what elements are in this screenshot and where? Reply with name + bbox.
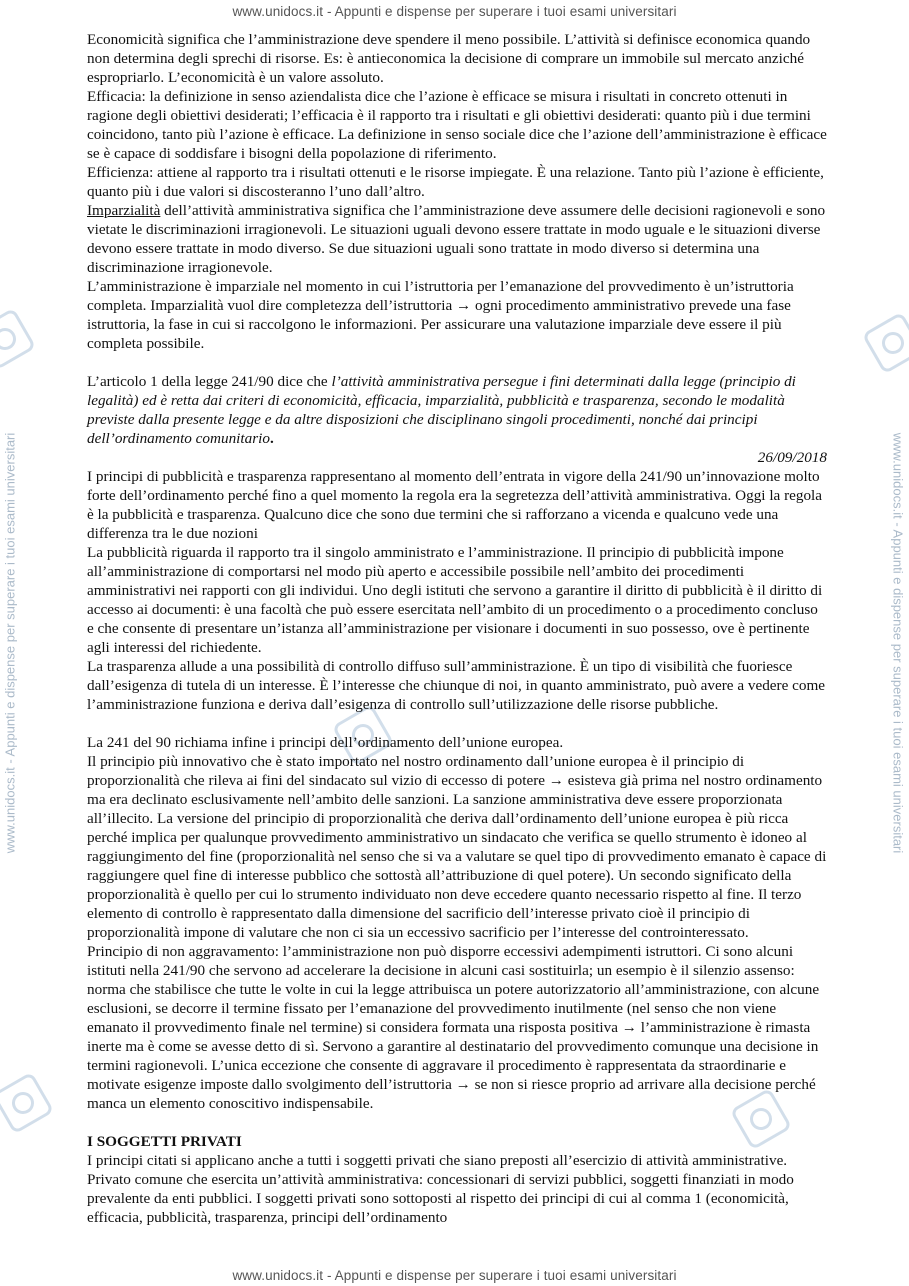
unidocs-logo-icon (0, 1072, 54, 1135)
imparzialita-text: dell’attività amministrativa significa che l’amministrazione deve assumere delle decisioni ragionevoli e sono vietate le discriminazioni irragionevoli. Le situazioni uguali devono essere trattate in modo uguale e le situazioni diverse devono essere trattate in modo diverso. Se due situazioni uguali sono trattate in modo diverso si determina una discriminazione irragionevole. (87, 202, 826, 276)
watermark-right: www.unidocs.it - Appunti e dispense per superare i tuoi esami universitari (890, 432, 906, 854)
articolo-quote: l’attività amministrativa persegue i fini determinati dalla legge (principio di legalità) ed è retta dai criteri di economicità, efficacia, imparzialità, pubblicità e trasparenza, secondo le modalità previste dalla presente legge e da altre disposizioni che disciplinano singoli procedimenti, nonché dai principi dell’ordinamento comunitario (87, 373, 796, 447)
watermark-top[interactable]: www.unidocs.it - Appunti e dispense per superare i tuoi esami universitari (232, 4, 677, 19)
paragraph-proporzionalita: Il principio più innovativo che è stato importato nel nostro ordinamento dall’unione europea è il principio di proporzionalità che rileva ai fini del sindacato sul vizio di eccesso di potere → esisteva già prima nel nostro ordinamento ma era declinato esclusivamente nell’ambito delle sanzioni. La sanzione amministrativa deve essere proporzionata all’illecito. La versione del principio di proporzionalità che deriva dall’ordinamento dell’unione europea è più ricca perché implica per qualunque provvedimento amministrativo un sindacato che verifica se quello strumento è idoneo al raggiungimento del fine (proporzionalità nel senso che si va a valutare se quel tipo di provvedimento emanato è capace di raggiungere quel fine di interesse pubblico che sottostà all’attribuzione di quel potere). Un secondo significato della proporzionalità è quello per cui lo strumento individuato non deve eccedere quanto necessario rispetto al fine. Il terzo elemento di controllo è rappresentato dalla dimensione del sacrificio dell’interesse privato cioè il principio di proporzionalità impone di valutare che non ci sia un eccessivo sacrificio per l’interesse del controinteressato. (87, 753, 827, 941)
paragraph-pubblicita-trasparenza: I principi di pubblicità e trasparenza rappresentano al momento dell’entrata in vigore della 241/90 un’innovazione molto forte dell’ordinamento perché fino a quel momento la regola era la segretezza dell’attività amministrativa. Oggi la regola è la pubblicità e trasparenza. Qualcuno dice che sono due termini che si rafforzano a vicenda e qualcuno vede una differenza tra le due nozioni (87, 468, 823, 542)
section-heading: I SOGGETTI PRIVATI (87, 1133, 242, 1150)
watermark-left: www.unidocs.it - Appunti e dispense per superare i tuoi esami universitari (2, 432, 18, 854)
paragraph-articolo-1 (87, 372, 827, 448)
paragraph-ordinamento-ue: La 241 del 90 richiama infine i principi dell’ordinamento dell’unione europea. (87, 734, 564, 751)
unidocs-logo-icon (0, 308, 36, 371)
imparzialita-term: Imparzialità (87, 202, 161, 219)
lecture-date: 26/09/2018 (757, 449, 827, 466)
document-body (87, 30, 827, 1227)
paragraph-economicita: Economicità significa che l’amministrazione deve spendere il meno possibile. L’attività si definisce economica quando non determina degli sprechi di risorse. Es: è antieconomica la decisione di comprare un immobile sul mercato anziché espropriarlo. L’economicità è un valore assoluto. (87, 31, 811, 86)
paragraph-non-aggravamento: Principio di non aggravamento: l’amministrazione non può disporre eccessivi adempimenti istruttori. Ci sono alcuni istituti nella 241/90 che servono ad accelerare la decisione in alcuni casi sostituirla; un esempio è il silenzio assenso: norma che stabilisce che tutte le volte in cui la legge attribuisca un potere autorizzatorio all’amministrazione, con alcune esclusioni, se decorre il termine fissato per l’emanazione del provvedimento inutilmente (nel senso che non viene emanato il provvedimento finale nel termine) si considera formata una risposta positiva → l’amministrazione è rimasta inerte ma è come se avesse detto di sì. Servono a garantire al destinatario del provvedimento comunque una decisione in termini ragionevoli. L’unica eccezione che consente di aggravare il procedimento è rappresentata da straordinarie e motivate esigenze imposte dallo svolgimento dell’istruttoria → se non si riesce proprio ad arrivare alla decisione perché manca un elemento conoscitivo indispensabile. (87, 943, 820, 1112)
paragraph-pubblicita: La pubblicità riguarda il rapporto tra il singolo amministrato e l’amministrazione. Il principio di pubblicità impone all’amministrazione di comportarsi nel modo più aperto e accessibile possibile nell’ambito dei procedimenti amministrativi nei rapporti con gli individui. Uno degli istituti che servono a garantire il diritto di pubblicità è il diritto di accesso ai documenti: è una facoltà che può essere esercitata nell’ambito di un procedimento o a procedimento concluso e che consente di presentare un’istanza all’amministrazione per visionare i documenti in suo possesso, ove è pertinente agli interessi del richiedente. (87, 544, 823, 656)
paragraph-soggetti-privati: I principi citati si applicano anche a tutti i soggetti privati che siano preposti all’esercizio di attività amministrative. Privato comune che esercita un’attività amministrativa: concessionari di servizi pubblici, soggetti finanziati in modo prevalente da enti pubblici. I soggetti privati sono sottoposti al rispetto dei principi di cui al comma 1 (economicità, efficacia, pubblicità, trasparenza, principi dell’ordinamento (87, 1152, 794, 1226)
paragraph-efficacia: Efficacia: la definizione in senso aziendalista dice che l’azione è efficace se misura i risultati in concreto ottenuti in ragione degli obiettivi desiderati; l’efficacia è il rapporto tra i risultati e gli obiettivi desiderati: quanto più i due termini coincidono, tanto più l’azione è efficace. La definizione in senso sociale dice che l’azione dell’amministrazione è efficace se è capace di soddisfare i bisogni della popolazione di riferimento. (87, 88, 827, 162)
paragraph-istruttoria: L’amministrazione è imparziale nel momento in cui l’istruttoria per l’emanazione del provvedimento è un’istruttoria completa. Imparzialità vuol dire completezza dell’istruttoria → ogni procedimento amministrativo prevede una fase istruttoria, la fase in cui si raccolgono le informazioni. Per assicurare una valutazione imparziale deve essere il più completa possibile. (87, 278, 794, 352)
unidocs-logo-icon (862, 312, 909, 375)
articolo-intro: L’articolo 1 della legge 241/90 dice che (87, 373, 332, 390)
paragraph-imparzialita (87, 201, 827, 277)
paragraph-efficienza: Efficienza: attiene al rapporto tra i risultati ottenuti e le risorse impiegate. È una relazione. Tanto più l’azione è efficiente, quanto più i due valori si discosteranno l’uno dall’altro. (87, 164, 824, 200)
articolo-end: . (269, 430, 274, 447)
watermark-bottom[interactable]: www.unidocs.it - Appunti e dispense per superare i tuoi esami universitari (232, 1268, 677, 1283)
paragraph-trasparenza: La trasparenza allude a una possibilità di controllo diffuso sull’amministrazione. È un tipo di visibilità che fuoriesce dall’esigenza di tutela di un interesse. È l’interesse che chiunque di noi, in quanto amministrato, può avere a vedere come l’amministrazione funziona e deriva dall’esigenza di controllo sull’utilizzazione delle risorse pubbliche. (87, 658, 826, 713)
